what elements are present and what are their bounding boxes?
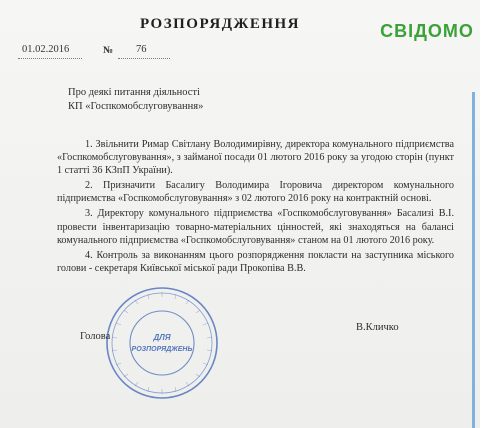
document-date: 01.02.2016 — [22, 44, 70, 55]
document-title: РОЗПОРЯДЖЕННЯ — [139, 16, 301, 32]
paragraph-3: 3. Директору комунального підприємства «Госпкомобслуговування» Басализі В.І. провести інвентаризацію товарно-матеріальних цінностей, які знаходяться на балансі комунального підприємства «Госпкомобслуговування» станом на 01 лютого 2016 року. — [57, 208, 454, 246]
subject-line: КП «Госпкомобслуговування» — [68, 101, 204, 112]
stamp-text-line1: ДЛЯ — [153, 333, 171, 342]
subject-line: Про деякі питання діяльності — [68, 87, 200, 98]
svidomo-logo: СВІДОМО — [380, 21, 474, 41]
document-number: 76 — [136, 44, 147, 55]
document-body — [57, 138, 454, 277]
number-underline — [118, 58, 170, 59]
paragraph-2: 2. Призначити Басалигу Володимира Ігоровича директором комунального підприємства «Госпкомобслуговування» з 02 лютого 2016 року на контрактній основі. — [57, 180, 454, 205]
paragraph-1: 1. Звільнити Римар Світлану Володимирівну, директора комунального підприємства «Госпкомобслуговування», з займаної посади 01 лютого 2016 року за угодою сторін (пункт 1 статті 36 КЗпП України). — [57, 139, 454, 177]
official-stamp-icon — [104, 285, 220, 401]
page-right-margin — [480, 0, 500, 428]
stamp-text-line2: РОЗПОРЯДЖЕНЬ — [131, 346, 193, 353]
signature-name: В.Кличко — [356, 322, 399, 333]
date-underline — [18, 58, 82, 59]
number-sign: № — [103, 45, 114, 56]
document-subject — [68, 86, 203, 114]
signature-label: Голова — [80, 331, 111, 342]
page-edge-stripe — [472, 92, 475, 428]
paragraph-4: 4. Контроль за виконанням цього розпорядження покласти на заступника міського голови - секретаря Київської міської ради Прокопіва В.В. — [57, 249, 454, 274]
